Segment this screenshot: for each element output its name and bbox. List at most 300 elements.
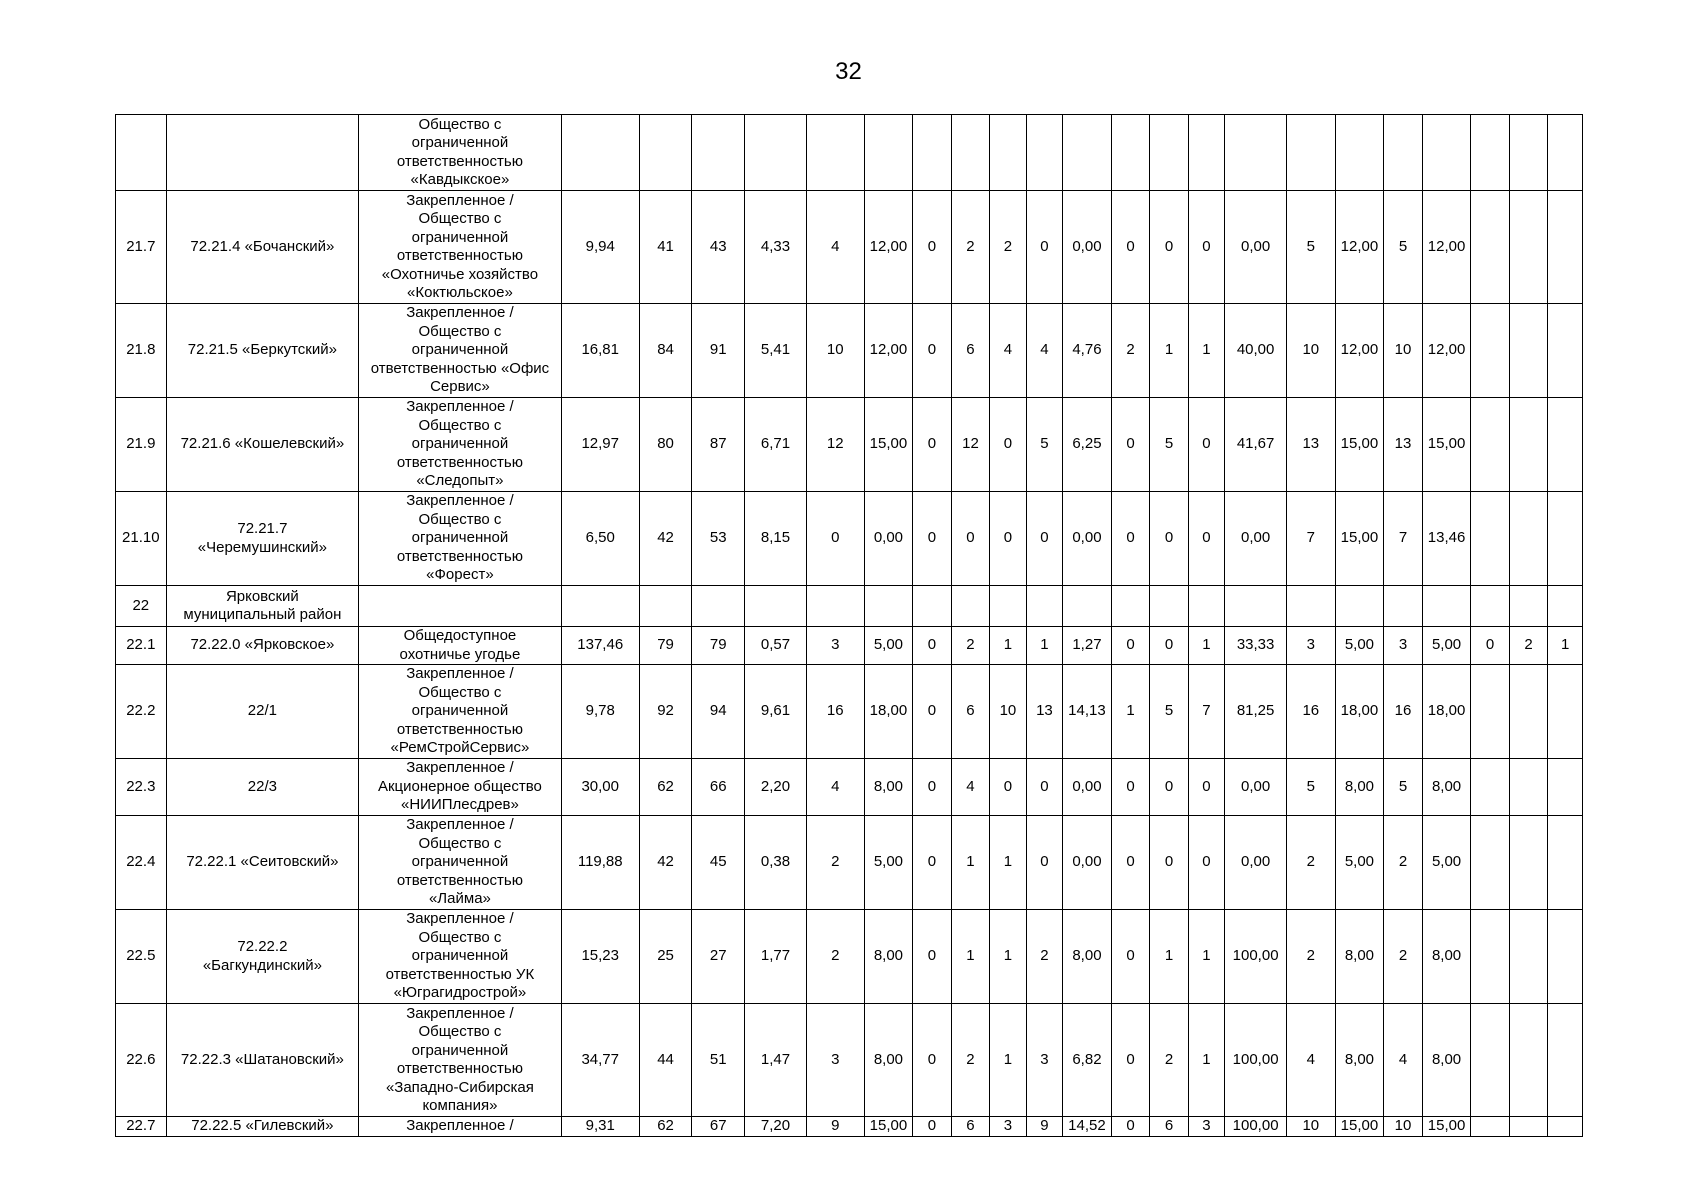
table-cell [1548,115,1583,191]
table-cell: 4 [806,191,864,304]
table-cell [806,586,864,627]
table-cell: 62 [639,759,692,816]
table-cell: 0 [1471,627,1509,665]
table-cell: 0 [1111,492,1149,586]
table-cell: Закрепленное / Общество с ограниченной ответственностью «Западно-Сибирская компания» [359,1004,562,1117]
table-cell [1471,398,1509,492]
table-cell [951,586,989,627]
table-cell [1188,586,1224,627]
table-row [116,115,1583,191]
table-cell: 0 [1111,191,1149,304]
table-cell [1548,304,1583,398]
table-cell [1063,586,1112,627]
table-cell: 15,00 [864,1117,913,1137]
table-cell: 2 [990,191,1026,304]
table-cell: 6,82 [1063,1004,1112,1117]
table-cell: 2 [806,816,864,910]
table-cell [1471,492,1509,586]
table-cell: Закрепленное / Общество с ограниченной ответственностью «Офис Сервис» [359,304,562,398]
table-cell: 0 [1111,910,1149,1004]
table-cell: 18,00 [1335,665,1384,759]
table-cell: 8,00 [1335,910,1384,1004]
table-cell: 4 [1384,1004,1422,1117]
table-cell: 2 [1111,304,1149,398]
table-cell: Закрепленное / Общество с ограниченной ответственностью «Охотничье хозяйство «Коктюльское» [359,191,562,304]
table-cell: 0 [1111,1004,1149,1117]
table-cell: 3 [806,1004,864,1117]
table-cell [1509,665,1547,759]
table-cell: 12,00 [864,304,913,398]
table-cell: 10 [1287,1117,1336,1137]
table-cell: 80 [639,398,692,492]
table-row [116,1117,1583,1137]
table-cell: 72.22.5 «Гилевский» [166,1117,358,1137]
table-cell: 0 [1188,398,1224,492]
table-cell: 0 [1111,398,1149,492]
table-cell: 1 [1188,1004,1224,1117]
table-cell: 5 [1150,398,1188,492]
table-cell [1471,816,1509,910]
table-cell [1471,191,1509,304]
table-row [116,759,1583,816]
table-cell: 0 [1188,759,1224,816]
table-cell: 15,00 [1335,492,1384,586]
table-cell: 22.5 [116,910,167,1004]
table-cell: 8,15 [745,492,807,586]
table-cell: 8,00 [1335,1004,1384,1117]
table-cell: Ярковский муниципальный район [166,586,358,627]
table-cell: 0,38 [745,816,807,910]
table-cell [1111,586,1149,627]
table-cell: 0 [806,492,864,586]
table-cell: 4 [806,759,864,816]
table-cell [1471,1117,1509,1137]
table-cell [639,586,692,627]
table-cell: 12,00 [1422,191,1471,304]
table-cell: 72.22.0 «Ярковское» [166,627,358,665]
table-cell: 12,00 [1335,191,1384,304]
table-cell: 2 [1287,910,1336,1004]
table-row [116,492,1583,586]
table-cell: 91 [692,304,745,398]
table-cell [1548,910,1583,1004]
table-cell: 15,00 [1335,398,1384,492]
table-cell: 87 [692,398,745,492]
table-cell: 0 [913,910,951,1004]
table-cell: 1,47 [745,1004,807,1117]
table-cell: 2 [1150,1004,1188,1117]
table-cell [1471,910,1509,1004]
table-cell [1471,1004,1509,1117]
table-cell [864,586,913,627]
table-cell: 0 [1150,759,1188,816]
table-cell: 2 [1384,816,1422,910]
table-cell: 8,00 [864,910,913,1004]
table-cell: 12 [951,398,989,492]
table-cell: 15,00 [1335,1117,1384,1137]
table-cell [639,115,692,191]
table-cell: 7 [1188,665,1224,759]
table-cell [864,115,913,191]
table-cell: 92 [639,665,692,759]
table-cell: 3 [990,1117,1026,1137]
table-cell: 42 [639,816,692,910]
table-cell: 100,00 [1225,910,1287,1004]
table-cell: 21.8 [116,304,167,398]
table-cell [1422,115,1471,191]
table-cell: 1 [951,910,989,1004]
table-cell [1509,304,1547,398]
table-cell: 18,00 [864,665,913,759]
table-cell: 5 [1287,759,1336,816]
table-cell: 1 [1111,665,1149,759]
table-cell [1509,115,1547,191]
table-cell [1509,492,1547,586]
table-cell [1335,586,1384,627]
table-cell [1471,304,1509,398]
table-cell: 9,94 [561,191,639,304]
table-cell: 2,20 [745,759,807,816]
table-cell: 8,00 [1422,910,1471,1004]
table-cell: 9 [1026,1117,1062,1137]
table-cell: 8,00 [864,1004,913,1117]
table-cell: 13 [1026,665,1062,759]
table-cell: 22/1 [166,665,358,759]
table-cell [1150,586,1188,627]
table-cell: 0 [913,304,951,398]
table-cell: 0 [913,759,951,816]
table-cell: 1 [990,627,1026,665]
table-cell: 16 [1384,665,1422,759]
table-cell: 8,00 [1063,910,1112,1004]
table-cell: 5 [1287,191,1336,304]
table-cell: 0,00 [1063,492,1112,586]
table-cell: 2 [951,1004,989,1117]
table-cell: 14,52 [1063,1117,1112,1137]
table-cell: 0 [990,492,1026,586]
table-cell [806,115,864,191]
table-cell: 1 [990,910,1026,1004]
table-cell: 15,00 [864,398,913,492]
table-cell [1471,586,1509,627]
table-cell: 21.7 [116,191,167,304]
table-cell: 0,00 [864,492,913,586]
table-cell: 84 [639,304,692,398]
table-cell: 72.21.7 «Черемушинский» [166,492,358,586]
table-cell: 5 [1384,191,1422,304]
table-cell: 21.9 [116,398,167,492]
table-cell: 0,00 [1225,816,1287,910]
table-cell [1509,398,1547,492]
table-cell: 30,00 [561,759,639,816]
table-cell: 44 [639,1004,692,1117]
table-cell: 5,41 [745,304,807,398]
table-cell: 81,25 [1225,665,1287,759]
table-cell [166,115,358,191]
table-cell: 4 [1026,304,1062,398]
table-cell: 2 [951,627,989,665]
table-cell: Закрепленное / Общество с ограниченной ответственностью «РемСтройСервис» [359,665,562,759]
table-cell: 3 [1384,627,1422,665]
table-cell: 0 [1150,492,1188,586]
table-cell: 10 [1384,304,1422,398]
table-cell: 119,88 [561,816,639,910]
table-cell: 4 [951,759,989,816]
table-cell: 1,27 [1063,627,1112,665]
table-cell: 34,77 [561,1004,639,1117]
table-cell [1548,759,1583,816]
table-cell: 1 [1026,627,1062,665]
table-cell: 0,00 [1225,492,1287,586]
table-cell [1225,586,1287,627]
table-cell: 12,97 [561,398,639,492]
table-cell: 4,33 [745,191,807,304]
table-cell [745,586,807,627]
table-row [116,586,1583,627]
table-cell: 15,00 [1422,1117,1471,1137]
table-cell: 0,00 [1225,759,1287,816]
table-cell: 12 [806,398,864,492]
table-cell: Общедоступное охотничье угодье [359,627,562,665]
table-cell: 12,00 [1422,304,1471,398]
table-cell: 16 [806,665,864,759]
table-cell [1548,665,1583,759]
table-cell: 0 [1150,627,1188,665]
table-cell [561,115,639,191]
table-row [116,665,1583,759]
table-cell: 100,00 [1225,1004,1287,1117]
table-cell: 0,00 [1063,191,1112,304]
table-cell: 33,33 [1225,627,1287,665]
table-cell [1026,115,1062,191]
table-cell: 10 [990,665,1026,759]
table-cell: 8,00 [1422,759,1471,816]
table-cell: 0 [1150,191,1188,304]
table-cell: 45 [692,816,745,910]
table-cell: 3 [1026,1004,1062,1117]
table-cell: Закрепленное / Общество с ограниченной ответственностью «Следопыт» [359,398,562,492]
table-cell: 0,00 [1063,816,1112,910]
table-cell: 12,00 [1335,304,1384,398]
table-cell: 1 [1188,910,1224,1004]
table-cell: 10 [806,304,864,398]
table-cell [1548,492,1583,586]
table-cell: 3 [1287,627,1336,665]
table-cell [913,586,951,627]
table-cell [1384,586,1422,627]
table-cell: 0 [1188,816,1224,910]
table-cell [745,115,807,191]
table-cell: 1 [951,816,989,910]
table-cell: 94 [692,665,745,759]
table-cell: 10 [1384,1117,1422,1137]
table-cell [1335,115,1384,191]
table-cell: 25 [639,910,692,1004]
table-cell: 51 [692,1004,745,1117]
table-cell [1509,191,1547,304]
table-cell [1548,1117,1583,1137]
table-cell: 72.21.4 «Бочанский» [166,191,358,304]
table-cell: 22 [116,586,167,627]
table-cell: 9 [806,1117,864,1137]
table-cell: 22/3 [166,759,358,816]
table-cell [359,586,562,627]
table-cell [1422,586,1471,627]
table-row [116,304,1583,398]
table-cell: 22.4 [116,816,167,910]
table-cell: 1 [1188,627,1224,665]
table-cell: 0 [913,398,951,492]
table-cell: Закрепленное / Общество с ограниченной ответственностью «Форест» [359,492,562,586]
table-cell: 13 [1384,398,1422,492]
table-cell: 41,67 [1225,398,1287,492]
table-cell: 0 [913,492,951,586]
table-cell: 0 [1188,492,1224,586]
table-row [116,910,1583,1004]
table-cell: 72.22.2 «Багкундинский» [166,910,358,1004]
table-cell: 4 [1287,1004,1336,1117]
table-cell: 1 [1188,304,1224,398]
table-cell: 6 [951,665,989,759]
table-cell: 5,00 [864,816,913,910]
table-cell: 15,00 [1422,398,1471,492]
table-cell: 1 [990,816,1026,910]
table-cell: 5,00 [864,627,913,665]
table-cell: 5,00 [1335,816,1384,910]
table-cell [1548,398,1583,492]
table-cell: 1 [1548,627,1583,665]
table-cell: 5 [1150,665,1188,759]
table-cell: 0 [990,759,1026,816]
table-cell: 0 [990,398,1026,492]
table-cell [1471,665,1509,759]
table-cell [692,586,745,627]
table-cell: 15,23 [561,910,639,1004]
table-cell: 9,31 [561,1117,639,1137]
table-cell: 16,81 [561,304,639,398]
table-cell: 14,13 [1063,665,1112,759]
table-row [116,398,1583,492]
table-cell: 2 [1026,910,1062,1004]
table-cell: 0 [913,665,951,759]
table-cell: 0 [913,1004,951,1117]
table-cell: 3 [806,627,864,665]
table-cell: 9,61 [745,665,807,759]
table-cell: 43 [692,191,745,304]
data-table [115,114,1583,1137]
table-cell: 79 [692,627,745,665]
table-cell [1026,586,1062,627]
table-cell: 22.6 [116,1004,167,1117]
table-cell: 0 [1026,191,1062,304]
table-cell: 137,46 [561,627,639,665]
table-cell: 5,00 [1422,627,1471,665]
table-cell: 62 [639,1117,692,1137]
table-cell: 18,00 [1422,665,1471,759]
table-cell: 0 [1026,759,1062,816]
table-cell: 21.10 [116,492,167,586]
table-cell: 0 [1111,759,1149,816]
table-cell: 8,00 [1335,759,1384,816]
table-cell: 79 [639,627,692,665]
table-cell: 2 [1384,910,1422,1004]
table-cell: 8,00 [1422,1004,1471,1117]
table-cell: Общество с ограниченной ответственностью «Кавдыкское» [359,115,562,191]
table-cell: 9,78 [561,665,639,759]
table-cell: 0 [1188,191,1224,304]
table-cell: 0 [1111,816,1149,910]
table-cell: 0,00 [1225,191,1287,304]
table-cell: 5 [1026,398,1062,492]
table-cell [1509,1004,1547,1117]
page-number: 32 [835,58,862,85]
table-cell [990,586,1026,627]
table-cell [1471,115,1509,191]
table-cell: 16 [1287,665,1336,759]
table-cell: 2 [1509,627,1547,665]
table-cell: 2 [951,191,989,304]
table-cell [1111,115,1149,191]
table-cell: 6,50 [561,492,639,586]
table-cell: 8,00 [864,759,913,816]
table-cell: 0 [1111,1117,1149,1137]
table-cell [1150,115,1188,191]
table-cell [1287,586,1336,627]
table-cell: 22.1 [116,627,167,665]
table-cell: 3 [1188,1117,1224,1137]
table-cell: 0 [913,1117,951,1137]
table-cell: 5,00 [1422,816,1471,910]
table-cell: 72.22.3 «Шатановский» [166,1004,358,1117]
table-cell: 13,46 [1422,492,1471,586]
table-cell: 27 [692,910,745,1004]
table-cell [1548,586,1583,627]
table-cell: 7 [1287,492,1336,586]
table-cell: 42 [639,492,692,586]
table-row [116,1004,1583,1117]
table-cell: 7,20 [745,1117,807,1137]
table-cell [913,115,951,191]
table-cell: 4,76 [1063,304,1112,398]
table-cell: 100,00 [1225,1117,1287,1137]
table-cell: Закрепленное / Общество с ограниченной ответственностью УК «Юграгидрострой» [359,910,562,1004]
table-row [116,191,1583,304]
table-cell: 0,57 [745,627,807,665]
table-cell: 0,00 [1063,759,1112,816]
table-cell: 7 [1384,492,1422,586]
table-cell: 0 [913,627,951,665]
table-cell [1509,759,1547,816]
table-cell: Закрепленное / [359,1117,562,1137]
table-cell [1509,586,1547,627]
table-cell: 4 [990,304,1026,398]
table-cell: 2 [806,910,864,1004]
table-row [116,816,1583,910]
table-row [116,627,1583,665]
table-cell: 53 [692,492,745,586]
table-cell: 72.21.5 «Беркутский» [166,304,358,398]
table-cell: 6,71 [745,398,807,492]
table-cell [1384,115,1422,191]
table-cell: 22.3 [116,759,167,816]
table-cell [1548,191,1583,304]
table-cell: 1 [990,1004,1026,1117]
table-cell: 0 [913,816,951,910]
table-cell [1063,115,1112,191]
table-cell: 2 [1287,816,1336,910]
table-cell [1509,910,1547,1004]
table-cell: 10 [1287,304,1336,398]
